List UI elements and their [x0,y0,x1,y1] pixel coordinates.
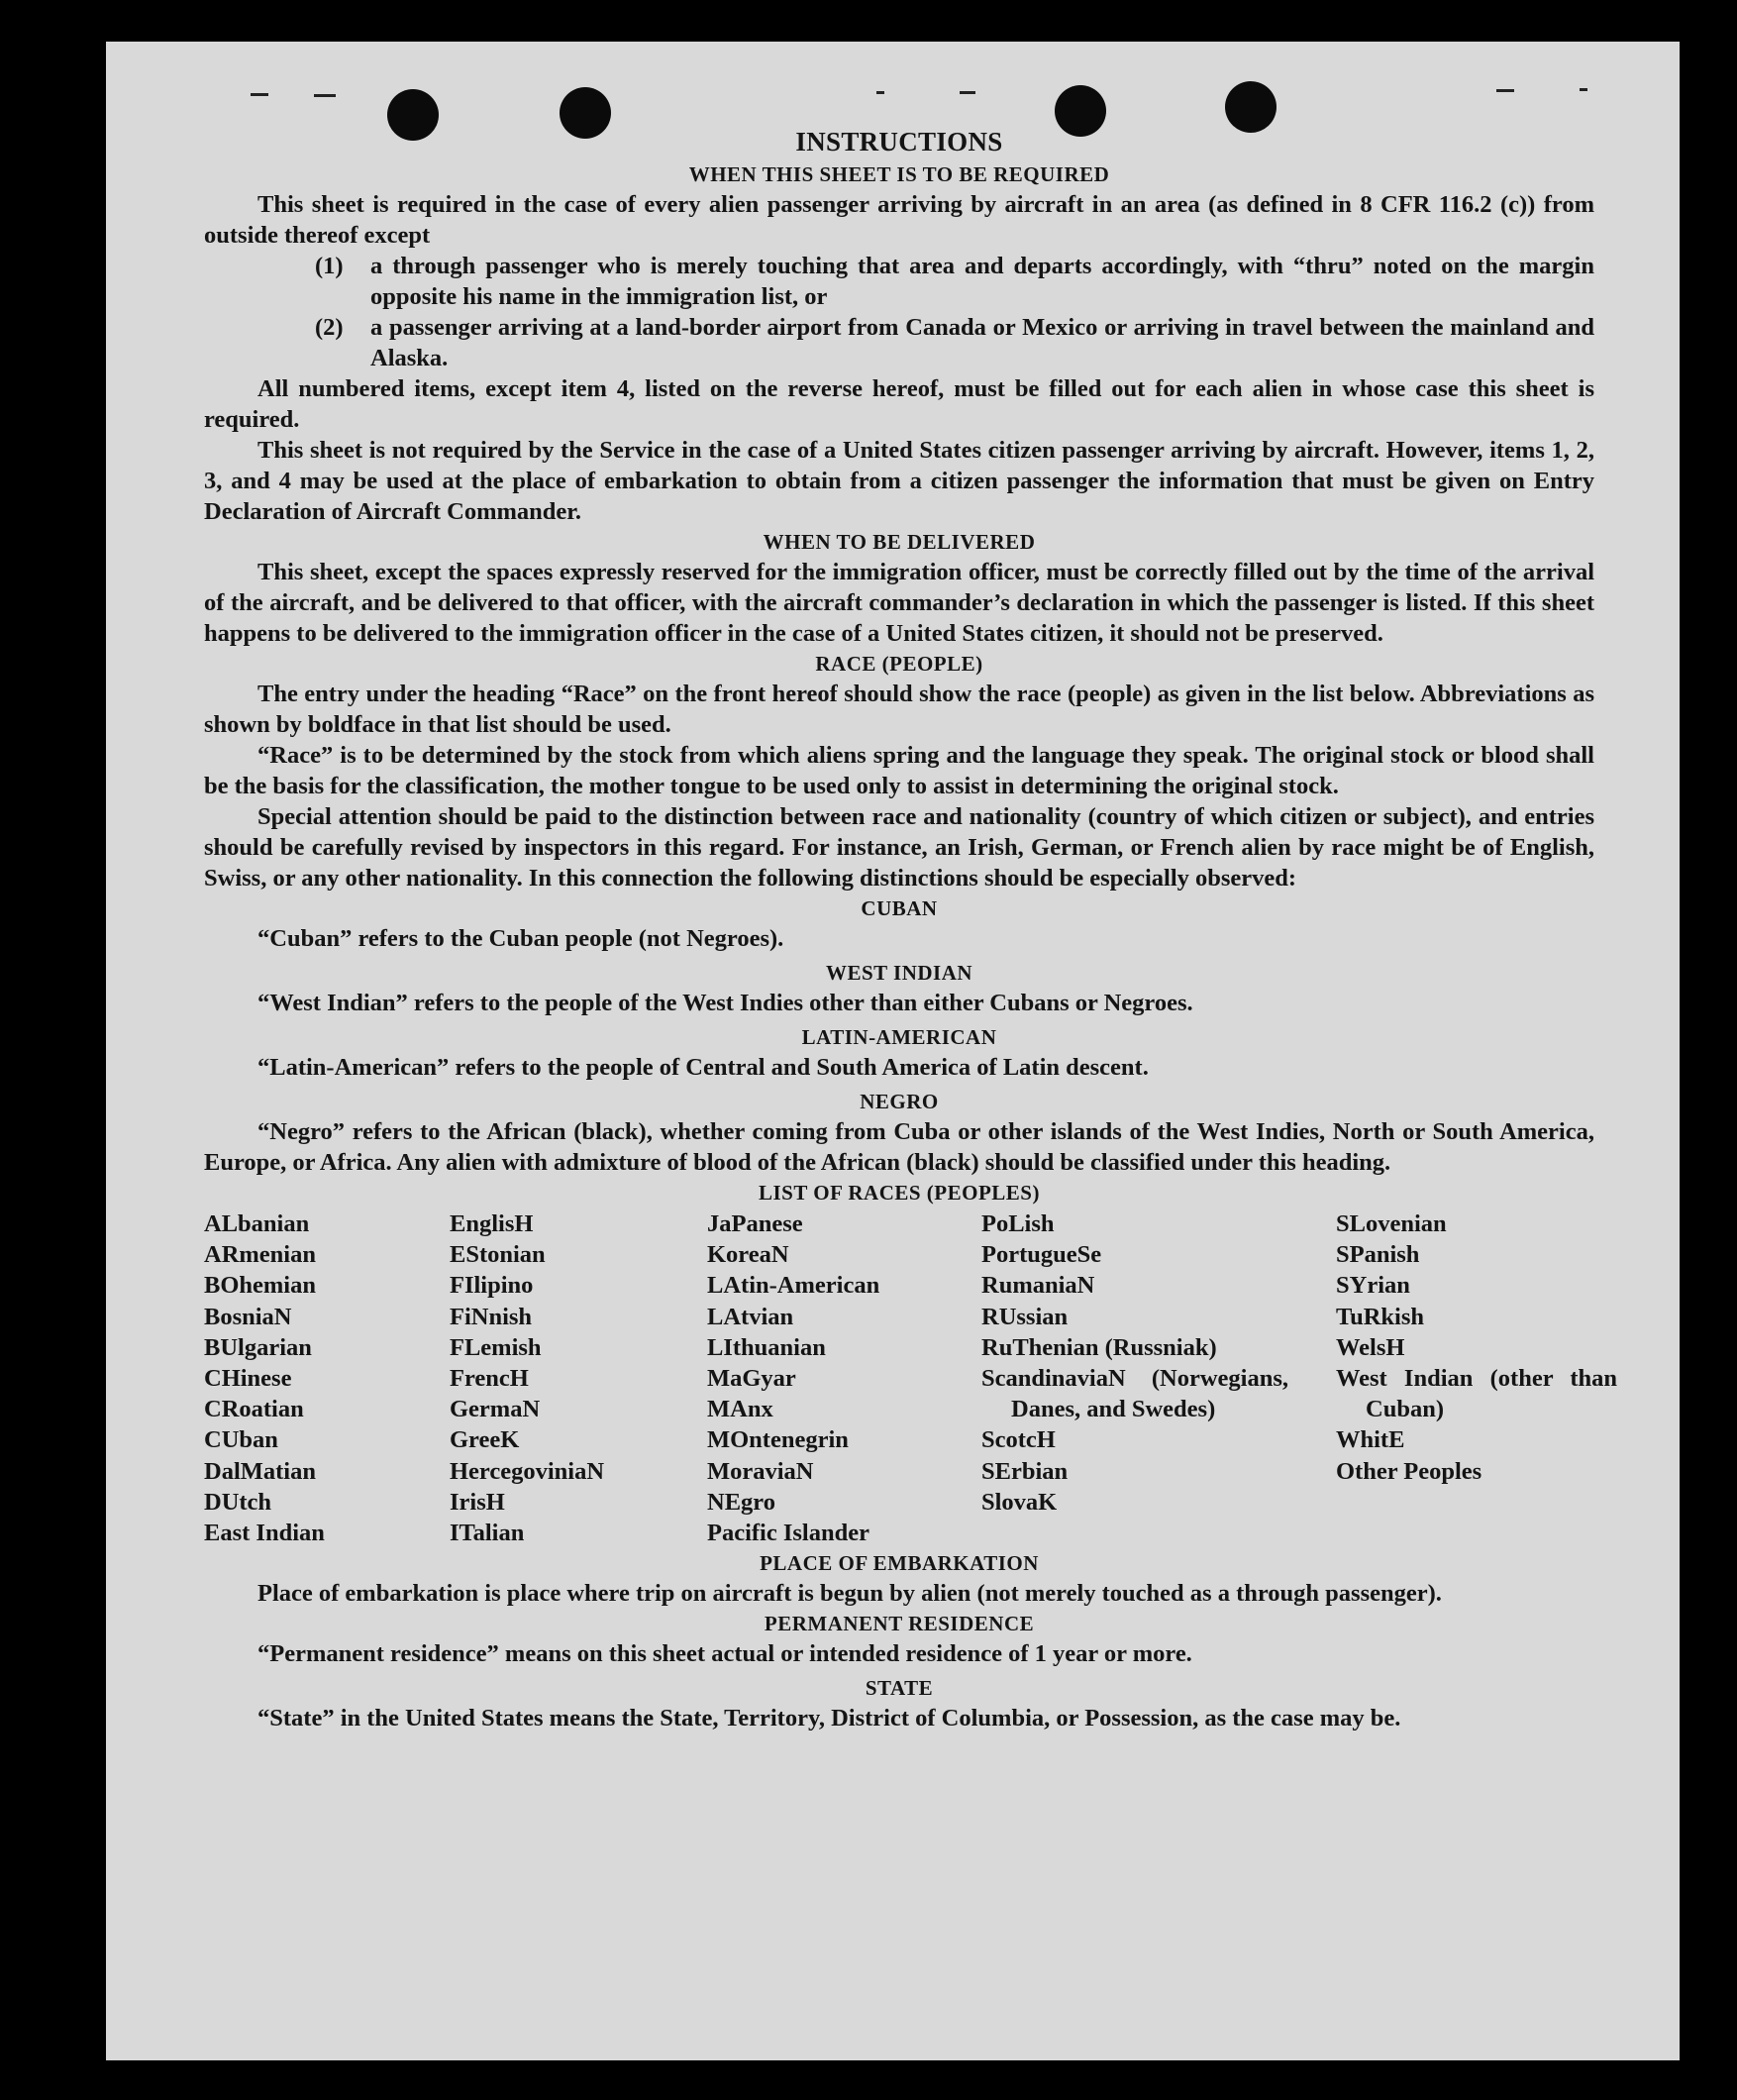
race-entry: MAnx [707,1396,773,1423]
race-entry: BosniaN [204,1303,292,1330]
delivered-paragraph: This sheet, except the spaces expressly reserved for the immigration officer, must be correctly filled out by the time of the arrival of the aircraft, and be delivered to that officer, with the aircraft commander’s declaration in which the passenger is listed. If this sheet happens to be delivered to the immigration officer in the case of a United States citizen, it should not be preserved. [204,559,1594,647]
race-entry: CUban [204,1426,278,1454]
race-entry: WhitE [1336,1426,1405,1454]
race-entry: EnglisH [450,1210,534,1237]
race-entry: MoraviaN [707,1457,814,1485]
instructions-content [204,127,1617,1733]
race-entry: PoLish [981,1210,1055,1237]
section-heading-cuban: CUBAN [861,896,938,920]
races-column-3 [707,1208,981,1548]
race-entry: GermaN [450,1396,541,1423]
state-paragraph: “State” in the United States means the State, Territory, District of Columbia, or Possession, as the case may be. [257,1705,1401,1732]
race-entry: ScandinaviaN (Norwegians, Danes, and Swedes) [981,1365,1288,1423]
residence-paragraph: “Permanent residence” means on this sheet actual or intended residence of 1 year or more. [257,1640,1192,1668]
race-entry: RuThenian (Russniak) [981,1333,1217,1361]
section-heading-race: RACE (PEOPLE) [815,652,983,676]
exception-item-1 [204,251,1594,312]
exception-number: (1) [315,253,344,279]
races-column-5 [1336,1208,1617,1548]
race-entry: Pacific Islander [707,1520,869,1547]
race-entry: RumaniaN [981,1272,1095,1300]
race-entry: West Indian (other than Cuban) [1336,1365,1617,1423]
scan-mark [1496,89,1514,92]
races-column-1 [204,1208,450,1548]
race-entry: ScotcH [981,1426,1056,1454]
race-entry: SLovenian [1336,1210,1447,1237]
race-entry: ARmenian [204,1241,316,1269]
section-heading-races-list: LIST OF RACES (PEOPLES) [759,1181,1040,1205]
embarkation-paragraph: Place of embarkation is place where trip on aircraft is begun by alien (not merely touched as a through passenger). [257,1580,1442,1608]
race-entry: Other Peoples [1336,1457,1482,1485]
race-entry: BOhemian [204,1272,316,1300]
race-entry: CHinese [204,1365,292,1393]
exception-text: a passenger arriving at a land-border airport from Canada or Mexico or arriving in travel between the mainland and Alaska. [370,314,1594,371]
section-heading-embarkation: PLACE OF EMBARKATION [760,1551,1039,1576]
latin-american-paragraph: “Latin-American” refers to the people of Central and South America of Latin descent. [257,1054,1149,1081]
scan-mark [314,94,336,97]
race-entry: LAtvian [707,1303,794,1330]
race-paragraph-3: Special attention should be paid to the distinction between race and nationality (country of which citizen or subject), and entries should be carefully revised by inspectors in this regard. For instance, an Irish, German, or French alien by race might be of English, Swiss, or any other nationality. In this connection the following distinctions should be especially observed: [204,803,1594,892]
race-entry: KoreaN [707,1241,789,1269]
race-entry: East Indian [204,1520,325,1547]
race-entry: DalMatian [204,1457,316,1485]
race-entry: SErbian [981,1457,1069,1485]
race-entry: BUlgarian [204,1333,312,1361]
race-entry: PortugueSe [981,1241,1102,1269]
section-heading-required: WHEN THIS SHEET IS TO BE REQUIRED [688,162,1110,186]
race-paragraph-2: “Race” is to be determined by the stock from which aliens spring and the language they speak. The original stock or blood shall be the basis for the classification, the mother tongue to be used only to assist in determining the original stock. [204,742,1594,799]
punch-hole [1225,81,1277,133]
section-heading-delivered: WHEN TO BE DELIVERED [763,530,1036,554]
races-column-2 [450,1208,707,1548]
exception-number: (2) [315,314,344,341]
race-entry: ALbanian [204,1210,310,1237]
cuban-paragraph: “Cuban” refers to the Cuban people (not Negroes). [257,925,784,952]
race-entry: FIlipino [450,1272,534,1300]
section-heading-west-indian: WEST INDIAN [825,961,973,985]
race-entry: NEgro [707,1488,775,1516]
page-title: INSTRUCTIONS [795,127,1003,157]
race-entry: EStonian [450,1241,546,1269]
document-page [106,42,1680,2060]
required-paragraph-1: This sheet is required in the case of every alien passenger arriving by aircraft in an area (as defined in 8 CFR 116.2 (c)) from outside thereof except [204,191,1594,249]
race-entry: CRoatian [204,1396,304,1423]
west-indian-paragraph: “West Indian” refers to the people of the West Indies other than either Cubans or Negroes. [257,990,1193,1016]
exception-item-2 [204,312,1594,373]
scan-mark [1580,88,1587,91]
required-paragraph-2: All numbered items, except item 4, listed on the reverse hereof, must be filled out for each alien in whose case this sheet is required. [204,375,1594,433]
section-heading-latin-american: LATIN-AMERICAN [801,1025,997,1049]
race-entry: MaGyar [707,1365,796,1393]
race-entry: IrisH [450,1488,505,1516]
negro-paragraph: “Negro” refers to the African (black), whether coming from Cuba or other islands of the West Indies, North or South America, Europe, or Africa. Any alien with admixture of blood of the African (black) should be classified under this heading. [204,1118,1594,1176]
race-entry: DUtch [204,1488,272,1516]
section-heading-state: STATE [865,1676,934,1701]
race-entry: FLemish [450,1333,542,1361]
race-entry: FiNnish [450,1303,533,1330]
race-entry: RUssian [981,1303,1069,1330]
required-paragraph-3: This sheet is not required by the Service in the case of a United States citizen passenger arriving by aircraft. However, items 1, 2, 3, and 4 may be used at the place of embarkation to obtain from a citizen passenger the information that must be given on Entry Declaration of Aircraft Commander. [204,437,1594,525]
race-entry: ITalian [450,1520,525,1547]
races-list [204,1208,1617,1548]
scan-mark [251,93,268,96]
section-heading-negro: NEGRO [860,1090,939,1113]
section-heading-residence: PERMANENT RESIDENCE [764,1612,1035,1636]
race-entry: TuRkish [1336,1303,1425,1330]
race-entry: MOntenegrin [707,1426,849,1454]
race-entry: SPanish [1336,1241,1420,1269]
races-column-4 [981,1208,1336,1548]
race-entry: HercegoviniaN [450,1457,605,1485]
race-entry: FrencH [450,1365,529,1393]
race-paragraph-1: The entry under the heading “Race” on the front hereof should show the race (people) as given in the list below. Abbreviations as shown by boldface in that list should be used. [204,681,1594,738]
race-entry: SYrian [1336,1272,1410,1300]
exception-text: a through passenger who is merely touching that area and departs accordingly, with “thru” noted on the margin opposite his name in the immigration list, or [370,253,1594,310]
race-entry: GreeK [450,1426,520,1454]
race-entry: JaPanese [707,1210,803,1237]
scan-mark [876,91,884,94]
race-entry: SlovaK [981,1488,1058,1516]
race-entry: LAtin-American [707,1272,880,1300]
race-entry: WelsH [1336,1333,1405,1361]
race-entry: LIthuanian [707,1333,826,1361]
scan-mark [960,91,975,94]
